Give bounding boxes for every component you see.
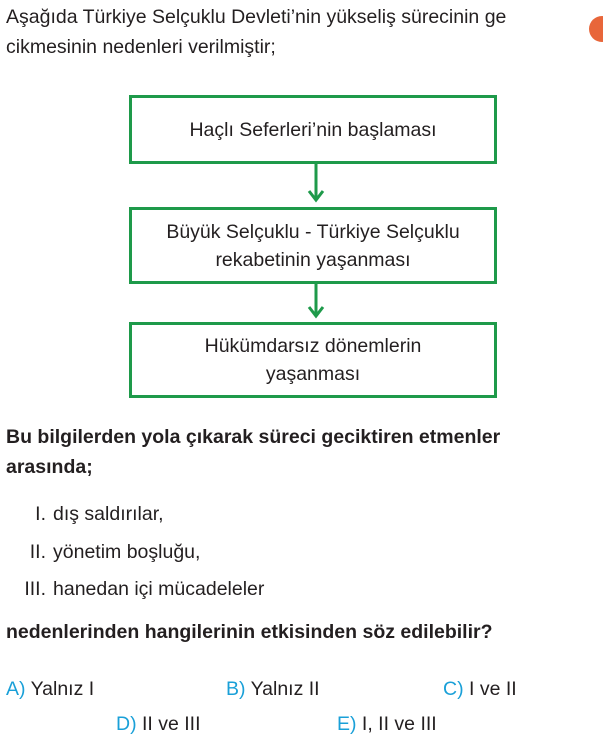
- option-text: I ve II: [469, 678, 517, 700]
- option-c[interactable]: [443, 676, 517, 702]
- question-final-line: nedenlerinden hangilerinin etkisinden söz edilebilir?: [6, 621, 493, 643]
- question-stem: [6, 422, 603, 482]
- item-numeral: III.: [24, 578, 46, 600]
- flow-box-1-text: Haçlı Seferleri’nin başlaması: [189, 118, 437, 141]
- flow-box-3-line-1: Hükümdarsız dönemlerin: [204, 335, 422, 357]
- flow-box-3-line-2: yaşanması: [265, 363, 361, 385]
- option-letter: A): [6, 678, 26, 700]
- flow-box-interregnum: [129, 322, 497, 398]
- option-e[interactable]: [337, 711, 437, 737]
- option-text: II ve III: [142, 713, 201, 735]
- option-text: Yalnız I: [30, 678, 95, 700]
- option-b[interactable]: [226, 676, 320, 702]
- option-text: Yalnız II: [250, 678, 320, 700]
- option-letter: B): [226, 678, 246, 700]
- flow-box-rivalry: [129, 207, 497, 284]
- option-a[interactable]: [6, 676, 94, 702]
- item-text: hanedan içi mücadeleler: [53, 578, 265, 600]
- item-text: dış saldırılar,: [53, 503, 164, 525]
- option-d[interactable]: [116, 711, 201, 737]
- option-letter: D): [116, 713, 137, 735]
- option-letter: C): [443, 678, 464, 700]
- intro-line-2: cikmesinin nedenleri verilmiştir;: [6, 36, 276, 58]
- question-line-1: Bu bilgilerden yola çıkarak süreci geciktiren etmenler: [6, 426, 501, 448]
- intro-text: [6, 2, 586, 62]
- flow-box-crusades: [129, 95, 497, 164]
- question-line-2: arasında;: [6, 456, 93, 478]
- flow-box-2-line-1: Büyük Selçuklu - Türkiye Selçuklu: [166, 220, 460, 243]
- intro-line-1: Aşağıda Türkiye Selçuklu Devleti’nin yükseliş sürecinin ge: [6, 6, 507, 28]
- option-letter: E): [337, 713, 357, 735]
- flow-arrow-down-icon: [307, 164, 325, 207]
- item-text: yönetim boşluğu,: [53, 541, 201, 563]
- flow-arrow-down-icon: [307, 284, 325, 322]
- item-numeral: II.: [29, 541, 46, 563]
- item-numeral: I.: [35, 503, 46, 525]
- corner-badge-icon: [589, 16, 603, 42]
- option-text: I, II ve III: [361, 713, 437, 735]
- flow-box-2-line-2: rekabetinin yaşanması: [215, 248, 411, 271]
